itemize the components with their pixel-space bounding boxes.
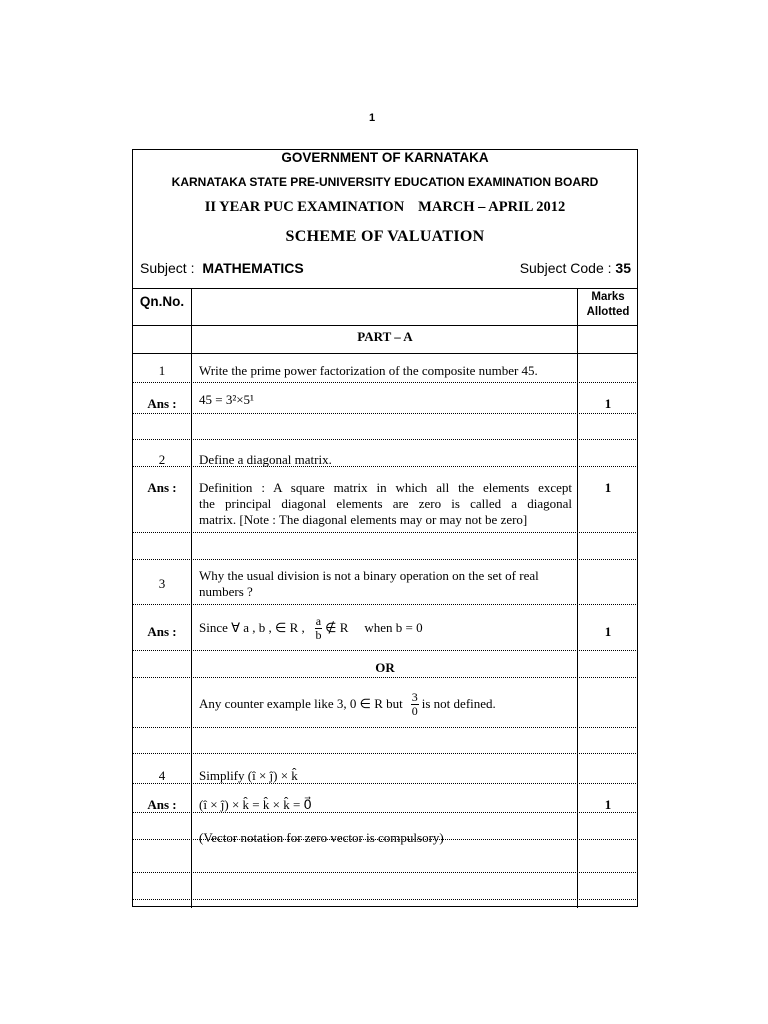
- header-scheme-title: SCHEME OF VALUATION: [285, 228, 485, 245]
- question-text: Simplify (î × ĵ) × k̂: [199, 768, 298, 783]
- subject-label: Subject :: [140, 260, 195, 276]
- header-exam-name: II YEAR PUC EXAMINATION: [204, 199, 405, 215]
- spacer-row: [132, 414, 638, 440]
- answer-part: Any counter example like 3, 0 ∈ R but: [199, 696, 403, 711]
- answer-part: when b = 0: [364, 620, 423, 635]
- question-number: 2: [158, 452, 166, 467]
- question-line: Why the usual division is not a binary operation on the set of real: [199, 568, 539, 583]
- header-board: KARNATAKA STATE PRE-UNIVERSITY EDUCATION EXAMINATION BOARD: [171, 175, 599, 189]
- question-text: [199, 568, 539, 600]
- fraction-numerator: 3: [411, 689, 418, 704]
- subject-code-value: 35: [615, 260, 631, 276]
- empty-row: [132, 873, 638, 900]
- answer-label: Ans :: [147, 480, 177, 495]
- answer-label: Ans :: [147, 624, 177, 639]
- column-header-marks-line1: Marks: [591, 291, 625, 303]
- fraction-three-over-zero: [411, 691, 419, 718]
- answer-part: is not defined.: [421, 696, 496, 711]
- empty-row: [132, 840, 638, 873]
- spacer-row: [132, 533, 638, 560]
- question-text: Define a diagonal matrix.: [199, 452, 332, 467]
- subject-value: MATHEMATICS: [202, 260, 304, 276]
- or-label: OR: [375, 660, 395, 675]
- question-line: numbers ?: [199, 584, 253, 599]
- table-header-row: [132, 289, 638, 326]
- answer-marks: 1: [604, 396, 612, 411]
- answer-line: matrix. [Note : The diagonal elements may or may not be zero]: [199, 512, 528, 527]
- answer-line: Definition : A square matrix in which all the elements except: [199, 480, 572, 495]
- page-number: 1: [368, 112, 376, 124]
- subject-code-label: Subject Code :: [519, 260, 612, 276]
- answer-text: 45 = 3²×5¹: [199, 392, 254, 407]
- header-exam: [133, 199, 637, 216]
- answer-marks: 1: [604, 480, 612, 495]
- answer-line: the principal diagonal elements are zero is called a diagonal: [199, 496, 572, 511]
- column-header-marks-line2: Allotted: [586, 306, 630, 318]
- question-text: Write the prime power factorization of the composite number 45.: [199, 363, 538, 378]
- spacer-row: [132, 728, 638, 754]
- header-government: GOVERNMENT OF KARNATAKA: [281, 150, 489, 165]
- answer-text: [199, 611, 423, 645]
- answer-part: ∉ R: [325, 620, 349, 635]
- answer-label: Ans :: [147, 396, 177, 411]
- column-header-qn: Qn.No.: [139, 294, 185, 309]
- fraction-denominator: b: [315, 627, 322, 642]
- question-number: 3: [158, 576, 166, 591]
- note-text: (Vector notation for zero vector is compulsory): [199, 830, 444, 845]
- fraction-a-over-b: [315, 615, 322, 642]
- fraction-numerator: a: [315, 613, 322, 628]
- column-header-marks: [578, 290, 638, 320]
- subject-line: [140, 260, 304, 276]
- valuation-table: [132, 288, 638, 908]
- answer-text: (î × ĵ) × k̂ = k̂ × k̂ = 0⃗: [199, 797, 312, 812]
- answer-label: Ans :: [147, 797, 177, 812]
- header-exam-date: MARCH – APRIL 2012: [418, 199, 566, 215]
- answer-text: [199, 480, 572, 528]
- part-a-label: PART – A: [357, 329, 413, 344]
- fraction-denominator: 0: [411, 703, 418, 718]
- answer-marks: 1: [604, 624, 612, 639]
- answer-marks: 1: [604, 797, 612, 812]
- question-number: 4: [158, 768, 166, 783]
- answer-text: [199, 686, 496, 722]
- valuation-sheet: [132, 149, 638, 907]
- answer-part: Since ∀ a , b , ∈ R ,: [199, 620, 305, 635]
- question-number: 1: [158, 363, 166, 378]
- subject-code: [520, 260, 631, 276]
